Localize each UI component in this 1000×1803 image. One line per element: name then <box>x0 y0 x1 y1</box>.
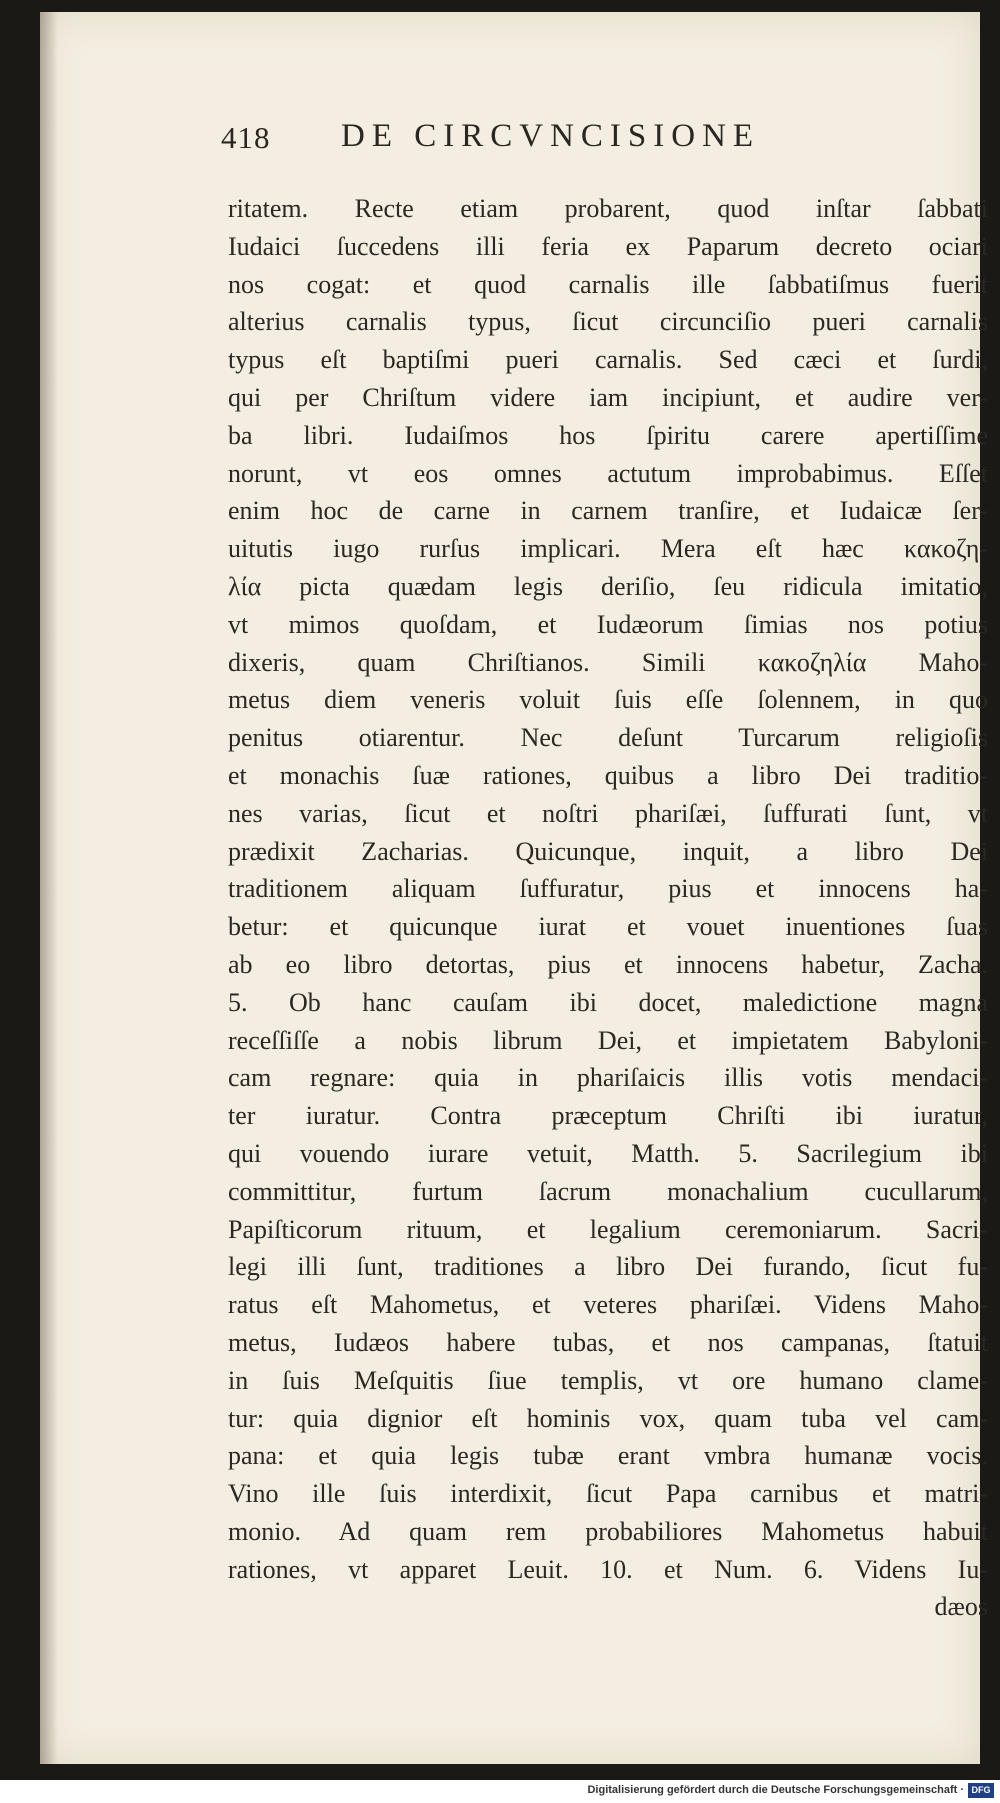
text-line: norunt, vt eos omnes actutum improbabimus. Eſſet <box>228 458 988 488</box>
text-line: metus, Iudæos habere tubas, et nos campanas, ſtatuit <box>228 1327 988 1357</box>
text-line: tur: quia dignior eſt hominis vox, quam tuba vel cam- <box>228 1403 988 1433</box>
footer-credit: Digitalisierung gefördert durch die Deutsche Forschungsgemeinschaft · <box>587 1784 964 1796</box>
text-line: dixeris, quam Chriſtianos. Simili κακοζηλία Maho- <box>228 647 988 677</box>
text-line: uitutis iugo rurſus implicari. Mera eſt hæc κακοζη- <box>228 534 988 564</box>
text-line: committitur, furtum ſacrum monachalium cucullarum, <box>228 1176 988 1206</box>
text-line: alterius carnalis typus, ſicut circunciſio pueri carnalis <box>228 307 988 337</box>
text-line: ba libri. Iudaiſmos hos ſpiritu carere apertiſſime <box>228 420 988 450</box>
text-line: legi illi ſunt, traditiones a libro Dei furando, ſicut fu- <box>228 1252 988 1282</box>
page-header <box>221 112 941 162</box>
text-line: monio. Ad quam rem probabiliores Mahometus habuit <box>228 1516 988 1546</box>
text-line: in ſuis Meſquitis ſiue templis, vt ore humano clame- <box>228 1365 988 1395</box>
text-line: ab eo libro detortas, pius et innocens habetur, Zacha. <box>228 949 988 979</box>
text-line: vt mimos quoſdam, et Iudæorum ſimias nos potius <box>228 609 988 639</box>
text-line: qui per Chriſtum videre iam incipiunt, et audire ver- <box>228 382 988 412</box>
text-line: Papiſticorum rituum, et legalium ceremoniarum. Sacri- <box>228 1214 988 1244</box>
text-line: cam regnare: quia in phariſaicis illis votis mendaci- <box>228 1063 988 1093</box>
text-line: metus diem veneris voluit ſuis eſſe ſolennem, in quo <box>228 685 988 715</box>
text-line: ter iuratur. Contra præceptum Chriſti ibi iuratur, <box>228 1101 988 1131</box>
text-line: 5. Ob hanc cauſam ibi docet, maledictione magna <box>228 987 988 1017</box>
text-line: penitus otiarentur. Nec deſunt Turcarum religioſis <box>228 723 988 753</box>
dfg-logo: DFG <box>968 1783 994 1798</box>
text-line: nos cogat: et quod carnalis ille ſabbatiſmus fuerit <box>228 269 988 299</box>
gutter-shadow <box>40 12 58 1764</box>
text-line: prædixit Zacharias. Quicunque, inquit, a libro Dei <box>228 836 988 866</box>
body-text <box>228 190 988 1626</box>
text-line: pana: et quia legis tubæ erant vmbra humanæ vocis. <box>228 1441 988 1471</box>
text-line: enim hoc de carne in carnem tranſire, et Iudaicæ ſer- <box>228 496 988 526</box>
text-line: betur: et quicunque iurat et vouet inuentiones ſuas <box>228 912 988 942</box>
text-line: et monachis ſuæ rationes, quibus a libro Dei traditio- <box>228 760 988 790</box>
text-line: λία picta quædam legis deriſio, ſeu ridicula imitatio, <box>228 571 988 601</box>
text-line: rationes, vt apparet Leuit. 10. et Num. 6. Videns Iu- <box>228 1554 988 1584</box>
footer-strip <box>0 1780 1000 1803</box>
text-line: Iudaici ſuccedens illi feria ex Paparum decreto ociari <box>228 231 988 261</box>
text-line: Vino ille ſuis interdixit, ſicut Papa carnibus et matri- <box>228 1479 988 1509</box>
text-line: receſſiſſe a nobis librum Dei, et impietatem Babyloni- <box>228 1025 988 1055</box>
text-line: ritatem. Recte etiam probarent, quod inſtar ſabbati <box>228 194 988 223</box>
text-line: qui vouendo iurare vetuit, Matth. 5. Sacrilegium ibi <box>228 1138 988 1168</box>
running-title: DE CIRCVNCISIONE <box>341 118 761 154</box>
text-line: traditionem aliquam ſuffuratur, pius et innocens ha- <box>228 874 988 904</box>
page-number: 418 <box>221 120 271 155</box>
book-page <box>40 12 988 1764</box>
text-line: dæos <box>934 1592 988 1622</box>
text-line: nes varias, ſicut et noſtri phariſæi, ſuffurati ſunt, vt <box>228 798 988 828</box>
text-line: typus eſt baptiſmi pueri carnalis. Sed cæci et ſurdi, <box>228 345 988 375</box>
text-line: ratus eſt Mahometus, et veteres phariſæi. Videns Maho- <box>228 1290 988 1320</box>
